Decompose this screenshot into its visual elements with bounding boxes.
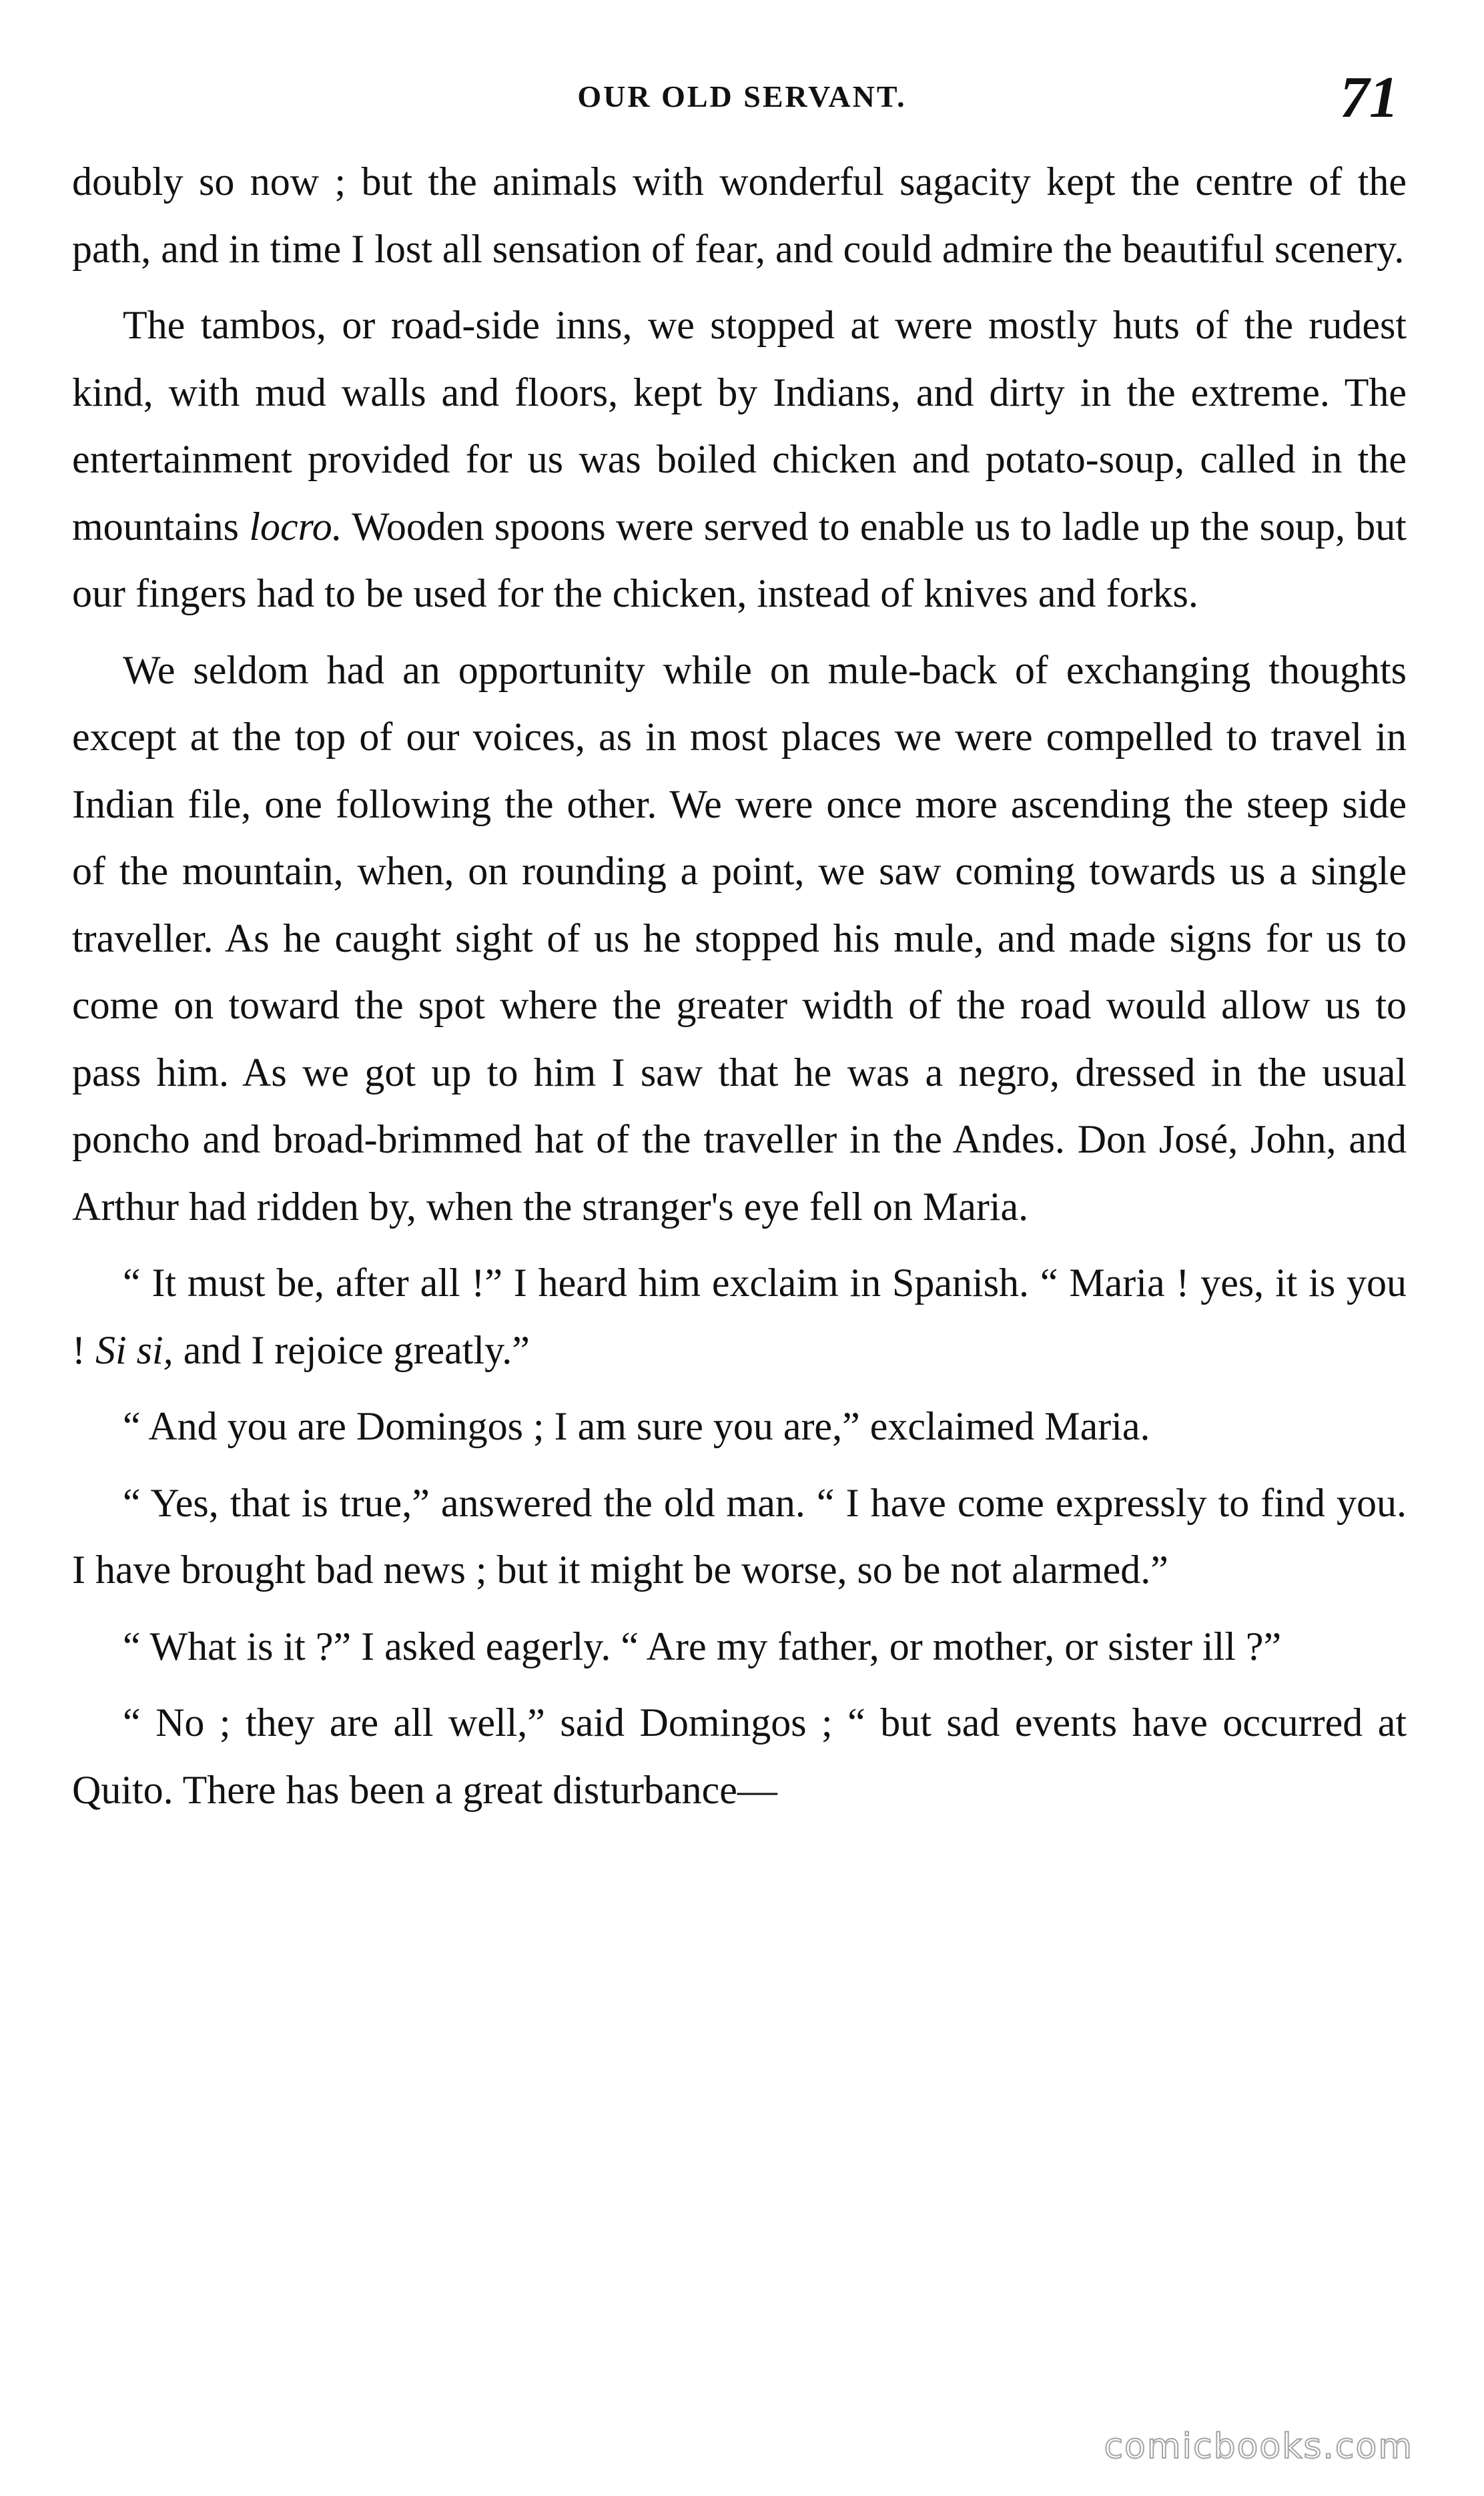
paragraph-dialogue-domingos bbox=[72, 1470, 1407, 1604]
paragraph-text: “ No ; they are all well,” said Domingos ; “ but sad events have occurred at Quito. There has been a great disturbance— bbox=[72, 1700, 1407, 1812]
running-title: OUR OLD SERVANT. bbox=[577, 79, 907, 113]
paragraph-dialogue-answer bbox=[72, 1689, 1407, 1823]
paragraph-dialogue-stranger bbox=[72, 1249, 1407, 1383]
paragraph-text: and I rejoice greatly.” bbox=[173, 1327, 530, 1372]
body-text bbox=[72, 148, 1407, 1833]
paragraph-text: “ What is it ?” I asked eagerly. “ Are my father, or mother, or sister ill ?” bbox=[123, 1624, 1282, 1668]
italic-word-locro: locro. bbox=[249, 504, 342, 549]
paragraph-text: We seldom had an opportunity while on mule-back of exchanging thoughts except at the top of our voices, as in most places we were compelled to travel in Indian file, one following the other. We were once more ascending the steep side of the mountain, when, on rounding a point, we saw coming towards us a single traveller. As he caught sight of us he stopped his mule, and made signs for us to come on toward the spot where the greater width of the road would allow us to pass him. As we got up to him I saw that he was a negro, dressed in the usual poncho and broad-brimmed hat of the traveller in the Andes. Don José, John, and Arthur had ridden by, when the stranger's eye fell on Maria. bbox=[72, 647, 1407, 1229]
paragraph-text: “ Yes, that is true,” answered the old man. “ I have come expressly to find you. I have brought bad news ; but it might be worse, so be not alarmed.” bbox=[72, 1480, 1407, 1592]
paragraph-traveller bbox=[72, 637, 1407, 1241]
paragraph-continuation bbox=[72, 148, 1407, 282]
paragraph-text: “ It must be, after all !” I heard him exclaim in Spanish. “ Maria ! yes, it is you ! bbox=[72, 1261, 1407, 1372]
paragraph-text: doubly so now ; but the animals with wonderful sagacity kept the centre of the path, and in time I lost all sensation of fear, and could admire the beautiful scenery. bbox=[72, 160, 1407, 271]
paragraph-dialogue-question bbox=[72, 1613, 1407, 1680]
page-number: 71 bbox=[1340, 65, 1399, 130]
paragraph-text: Wooden spoons were served to enable us to ladle up the soup, but our fingers had to be used for the chicken, instead of knives and forks. bbox=[72, 504, 1407, 615]
watermark: comicbooks.com bbox=[1104, 2427, 1413, 2467]
italic-phrase-si-si: Si si, bbox=[95, 1327, 173, 1372]
paragraph-text: “ And you are Domingos ; I am sure you are,” exclaimed Maria. bbox=[123, 1404, 1150, 1448]
paragraph-tambos bbox=[72, 292, 1407, 627]
running-head bbox=[0, 65, 1484, 130]
paragraph-text: The tambos, or road-side inns, we stopped at were mostly huts of the rudest kind, with mud walls and floors, kept by Indians, and dirty in the extreme. The entertainment provided for us was boiled chicken and potato-soup, called in the mountains bbox=[72, 303, 1407, 549]
paragraph-dialogue-maria bbox=[72, 1393, 1407, 1460]
